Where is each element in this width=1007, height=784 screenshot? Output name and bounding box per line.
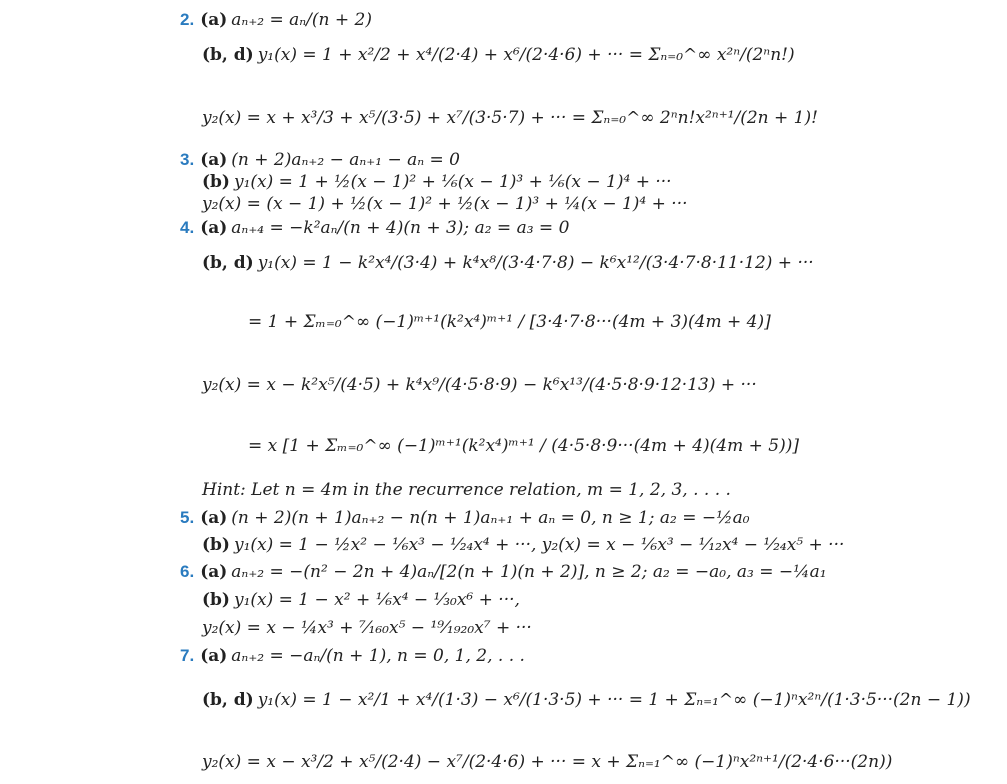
equation-line (202, 618, 532, 638)
part-label: (a) (200, 508, 228, 528)
equation-text: y₂(x) = x + x³/3 + x⁵/(3·5) + x⁷/(3·5·7) + ··· = Σₙ₌₀^∞ 2ⁿn!x²ⁿ⁺¹/(2n + 1)! (202, 108, 818, 128)
equation-line (202, 590, 520, 610)
part-label: (a) (200, 562, 228, 582)
equation-text: y₂(x) = x − x³/2 + x⁵/(2·4) − x⁷/(2·4·6) + ··· = x + Σₙ₌₁^∞ (−1)ⁿx²ⁿ⁺¹/(2·4·6···(2n)) (202, 752, 893, 772)
equation-line (180, 646, 525, 666)
equation-line (202, 172, 672, 192)
equation-line (202, 752, 892, 772)
equation-line (202, 690, 971, 710)
equation-text: (n + 2)aₙ₊₂ − aₙ₊₁ − aₙ = 0 (231, 150, 460, 170)
part-label: (b, d) (202, 253, 254, 273)
problem-number: 3. (180, 150, 195, 169)
equation-line (202, 45, 795, 65)
equation-line (202, 194, 688, 214)
equation-text: y₁(x) = 1 − x²/1 + x⁴/(1·3) − x⁶/(1·3·5) + ··· = 1 + Σₙ₌₁^∞ (−1)ⁿx²ⁿ/(1·3·5···(2n − 1)) (257, 690, 971, 710)
part-label: (a) (200, 646, 228, 666)
equation-text: y₁(x) = 1 − x² + ⅙x⁴ − ¹⁄₃₀x⁶ + ···, (233, 590, 520, 610)
equation-line (202, 535, 844, 555)
part-label: (b, d) (202, 45, 254, 65)
equation-line (202, 108, 818, 128)
problem-number: 6. (180, 562, 195, 581)
equation-line (180, 562, 827, 582)
equation-text: = 1 + Σₘ₌₀^∞ (−1)ᵐ⁺¹(k²x⁴)ᵐ⁺¹ / [3·4·7·8···(4m + 3)(4m + 4)] (248, 312, 771, 332)
equation-line (180, 150, 460, 170)
equation-text: = x [1 + Σₘ₌₀^∞ (−1)ᵐ⁺¹(k²x⁴)ᵐ⁺¹ / (4·5·8·9···(4m + 4)(4m + 5))] (248, 436, 799, 456)
equation-text: y₁(x) = 1 − ½x² − ⅙x³ − ¹⁄₂₄x⁴ + ···, y₂(x) = x − ⅙x³ − ¹⁄₁₂x⁴ − ¹⁄₂₄x⁵ + ··· (233, 535, 845, 555)
problem-number: 2. (180, 10, 195, 29)
equation-line (180, 218, 569, 238)
part-label: (a) (200, 150, 228, 170)
equation-line (180, 508, 750, 528)
part-label: (b) (202, 590, 230, 610)
equation-text: aₙ₊₂ = aₙ/(n + 2) (231, 10, 372, 30)
equation-text: y₁(x) = 1 − k²x⁴/(3·4) + k⁴x⁸/(3·4·7·8) − k⁶x¹²/(3·4·7·8·11·12) + ··· (257, 253, 814, 273)
problem-number: 4. (180, 218, 195, 237)
equation-line (248, 436, 799, 456)
part-label: (a) (200, 218, 228, 238)
equation-line (248, 312, 771, 332)
equation-line (202, 253, 814, 273)
equation-text: y₂(x) = x − ¼x³ + ⁷⁄₁₆₀x⁵ − ¹⁹⁄₁₉₂₀x⁷ + ··· (202, 618, 532, 638)
equation-line (202, 480, 731, 500)
part-label: (a) (200, 10, 228, 30)
equation-text: y₁(x) = 1 + x²/2 + x⁴/(2·4) + x⁶/(2·4·6) + ··· = Σₙ₌₀^∞ x²ⁿ/(2ⁿn!) (257, 45, 795, 65)
equation-text: y₂(x) = (x − 1) + ½(x − 1)² + ½(x − 1)³ + ¼(x − 1)⁴ + ··· (202, 194, 688, 214)
equation-text: aₙ₊₂ = −(n² − 2n + 4)aₙ/[2(n + 1)(n + 2)], n ≥ 2; a₂ = −a₀, a₃ = −¼a₁ (231, 562, 827, 582)
part-label: (b, d) (202, 690, 254, 710)
equation-line (202, 375, 757, 395)
problem-number: 7. (180, 646, 195, 665)
equation-text: aₙ₊₂ = −aₙ/(n + 1), n = 0, 1, 2, . . . (231, 646, 525, 666)
problem-number: 5. (180, 508, 195, 527)
equation-text: y₂(x) = x − k²x⁵/(4·5) + k⁴x⁹/(4·5·8·9) − k⁶x¹³/(4·5·8·9·12·13) + ··· (202, 375, 757, 395)
equation-text: aₙ₊₄ = −k²aₙ/(n + 4)(n + 3); a₂ = a₃ = 0 (231, 218, 570, 238)
equation-text: y₁(x) = 1 + ½(x − 1)² + ⅙(x − 1)³ + ⅙(x − 1)⁴ + ··· (233, 172, 672, 192)
equation-text: (n + 2)(n + 1)aₙ₊₂ − n(n + 1)aₙ₊₁ + aₙ = 0, n ≥ 1; a₂ = −½a₀ (231, 508, 750, 528)
equation-line (180, 10, 372, 30)
equation-text: Hint: Let n = 4m in the recurrence relation, m = 1, 2, 3, . . . . (202, 480, 731, 500)
part-label: (b) (202, 535, 230, 555)
part-label: (b) (202, 172, 230, 192)
